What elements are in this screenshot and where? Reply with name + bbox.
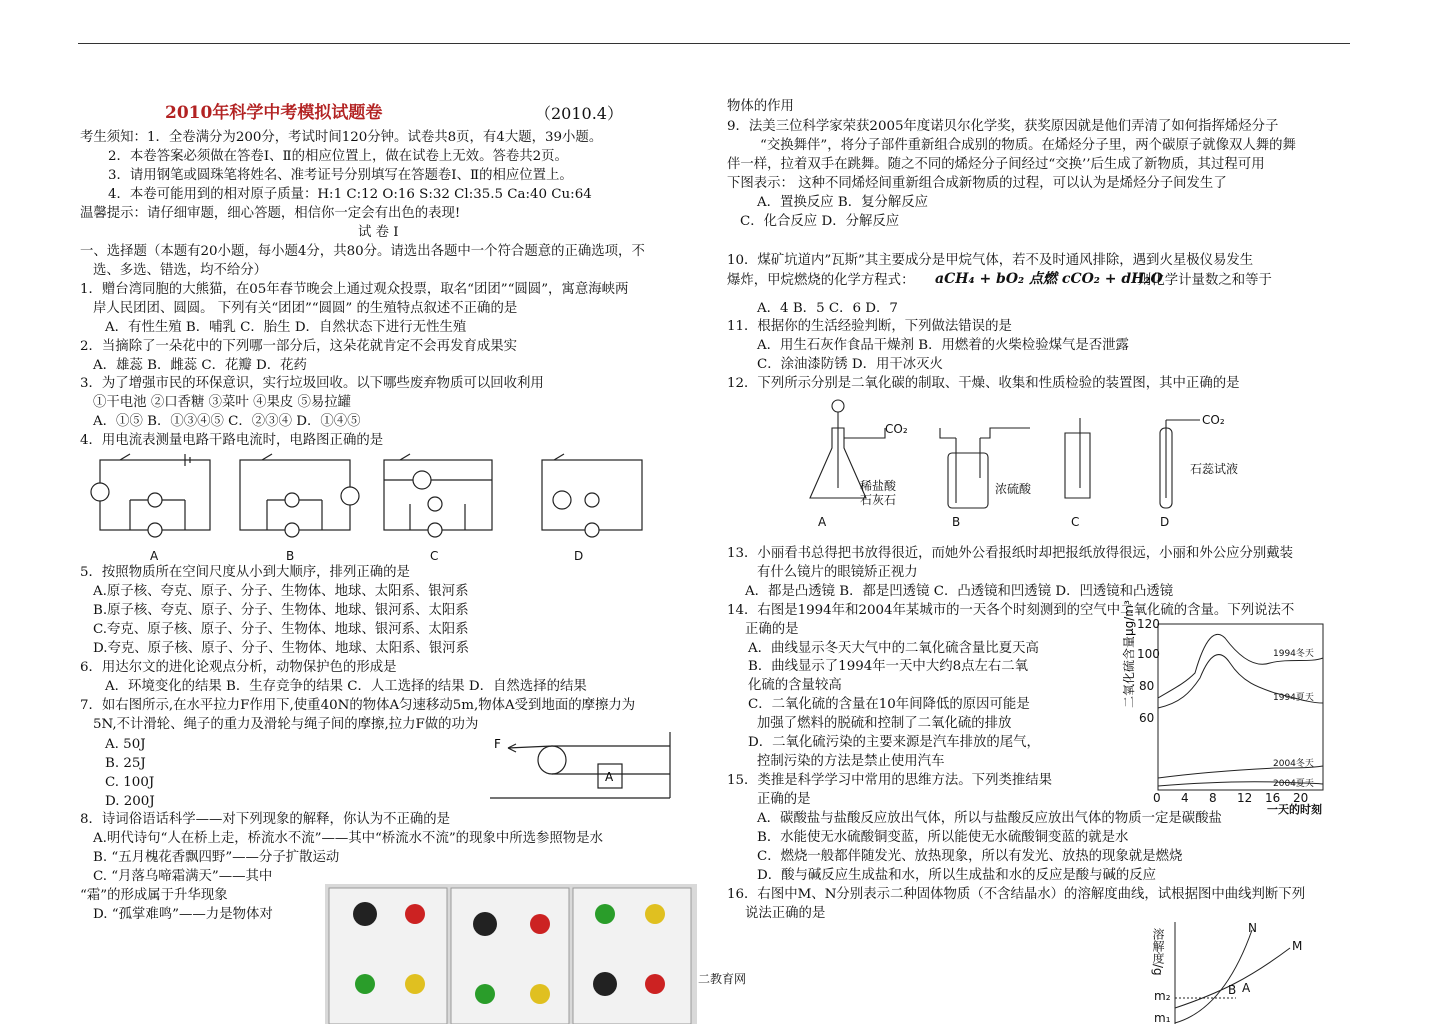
q7-b: B. 25J [105,756,146,771]
so2-legend-2004s: 2004夏天 [1273,779,1314,789]
apparatus-label-a: A [818,515,827,529]
q7: 7．如右图所示,在水平拉力F作用下,使重40N的物体A匀速移动5m,物体A受到地面的摩擦力为 [80,698,636,713]
footer-watermark: 二教育网 [698,972,747,986]
so2-xtick-20: 20 [1293,791,1309,805]
top-rule [78,43,1350,44]
q16-cont: 说法正确的是 [745,906,826,921]
acid-label: 稀盐酸 [860,479,897,493]
note-3: 3．请用钢笔或圆珠笔将姓名、准考证号分别填写在答题卷Ⅰ、Ⅱ的相应位置上。 [108,168,573,183]
q6-options: A．环境变化的结果 B．生存竞争的结果 C．人工选择的结果 D．自然选择的结果 [105,679,587,694]
solubility-ylabel: 溶解度/g [1151,928,1165,976]
q2: 2．当摘除了一朵花中的下列哪一部分后，这朵花就肯定不会再发育成果实 [80,339,518,354]
so2-legend-1994w: 1994冬天 [1273,649,1314,659]
q5-c: C.夸克、原子核、原子、分子、生物体、地球、银河系、太阳系 [93,622,469,637]
q14-c: C．二氧化硫的含量在10年间降低的原因可能是 [748,697,1030,712]
litmus-label: 石蕊试液 [1190,462,1239,476]
so2-xtick-4: 4 [1181,791,1189,805]
q14-b-cont: 化硫的含量较高 [748,678,842,693]
block-label: A [605,770,614,784]
q11-cd: C．涂油漆防锈 D．用干冰灭火 [757,357,943,372]
q8-c: C. “月落乌啼霜满天”——其中 [93,869,273,884]
q7-c: C. 100J [105,775,155,790]
q12: 12．下列所示分别是二氧化碳的制取、干燥、收集和性质检验的装置图，其中正确的是 [727,376,1240,391]
q15-cont: 正确的是 [757,792,811,807]
curve-n-label: N [1248,921,1257,935]
q1-cont: 岸人民团团、圆圆。 下列有关“团团”“圆圆” 的生殖特点叙述不正确的是 [93,301,518,316]
q13: 13．小丽看书总得把书放得很近，而她外公看报纸时却把报纸放得很远，小丽和外公应分别戴装 [727,546,1294,561]
q10-options: A．4 B．5 C．6 D．7 [757,301,898,316]
q15-d: D．酸与碱反应生成盐和水，所以生成盐和水的反应是酸与碱的反应 [757,868,1157,883]
circuit-label-c: C [430,549,439,563]
q2-options: A．雄蕊 B．雌蕊 C．花瓣 D．花药 [93,358,307,373]
so2-chart [1122,600,1340,818]
circuit-diagrams [82,452,642,564]
q14-d-cont: 控制污染的方法是禁止使用汽车 [757,754,945,769]
q8-d-cont: 物体的作用 [727,99,794,114]
methane-equation: aCH₄ + bO₂ 点燃 cCO₂ + dH₂O [935,271,1163,287]
q13-cont: 有什么镜片的眼镜矫正视力 [757,565,918,580]
q3: 3．为了增强市民的环保意识，实行垃圾回收。以下哪些废弃物质可以回收利用 [80,376,544,391]
q14-a: A．曲线显示冬天大气中的二氧化硫含量比夏天高 [748,641,1039,656]
q11-ab: A．用生石灰作食品干燥剂 B．用燃着的火柴检验煤气是否泄露 [757,338,1129,353]
so2-ytick-60: 60 [1139,711,1155,725]
q8-d: D. “孤掌难鸣”——力是物体对 [93,907,273,922]
curve-m-label: M [1292,939,1303,953]
q14-cont: 正确的是 [745,622,799,637]
q7-a: A. 50J [105,737,146,752]
so2-legend-2004w: 2004冬天 [1273,759,1314,769]
point-a-label: A [1242,981,1251,995]
q6: 6．用达尔文的进化论观点分析，动物保护色的形成是 [80,660,397,675]
m1-label: m₁ [1154,1011,1171,1024]
q3-options: A．①⑤ B．①③④⑤ C．②③④ D．①④⑤ [93,414,361,429]
apparatus-label-b: B [952,515,961,529]
circuit-label-d: D [574,549,584,563]
q9-cd: C．化合反应 D．分解反应 [740,214,900,229]
h2so4-label: 浓硫酸 [995,482,1032,496]
q14-d: D．二氧化硫污染的主要来源是汽车排放的尾气， [748,735,1040,750]
m2-label: m₂ [1154,989,1171,1003]
olefin-exchange-image [325,884,697,1024]
so2-xtick-8: 8 [1209,791,1217,805]
q5-b: B.原子核、夸克、原子、分子、生物体、地球、银河系、太阳系 [93,603,469,618]
co2-label-a: CO₂ [885,422,908,436]
q9-cont-2: 伴一样，拉着双手在跳舞。随之不同的烯烃分子间经过“交换’’后生成了新物质，其过程可用 [727,157,1265,172]
q1: 1．赠台湾同胞的大熊猫，在05年春节晚会上通过观众投票，取名“团团”“圆圆”，寓意海峡两 [80,282,629,297]
q16: 16．右图中M、N分别表示二种固体物质（不含结晶水）的溶解度曲线，试根据图中曲线判断下列 [727,887,1306,902]
so2-xtick-12: 12 [1237,791,1253,805]
q9-cont-3: 下图表示： 这种不同烯烃间重新组合成新物质的过程，可以认为是烯烃分子间发生了 [727,176,1227,191]
q3-items: ①干电池 ②口香糖 ③菜叶 ④果皮 ⑤易拉罐 [93,395,352,410]
q10-tail: 则化学计量数之和等于 [1138,273,1272,288]
apparatus-label-d: D [1160,515,1170,529]
circuit-label-a: A [150,549,159,563]
q10-cont: 爆炸，甲烷燃烧的化学方程式： [727,273,915,288]
q7-cont: 5N,不计滑轮、绳子的重力及滑轮与绳子间的摩擦,拉力F做的功为 [93,717,479,732]
so2-ytick-80: 80 [1139,679,1155,693]
so2-ytick-120: 120 [1137,617,1160,631]
q8-c-cont: “霜”的形成属于升华现象 [80,888,228,903]
co2-apparatus-figure [790,398,1250,530]
force-label: F [494,737,501,751]
so2-xtick-16: 16 [1265,791,1281,805]
q8-a: A.明代诗句“人在桥上走，桥流水不流”——其中“桥流水不流”的现象中所选参照物是水 [93,831,603,846]
q13-options: A．都是凸透镜 B．都是凹透镜 C．凸透镜和凹透镜 D．凹透镜和凸透镜 [745,584,1174,599]
q8-b: B. “五月槐花香飘四野”——分子扩散运动 [93,850,340,865]
q9: 9．法美三位科学家荣获2005年度诺贝尔化学奖，获奖原因就是他们弄清了如何指挥烯烃分子 [727,119,1279,134]
tip: 温馨提示：请仔细审题，细心答题，相信你一定会有出色的表现! [80,206,461,221]
q15-a: A．碳酸盐与盐酸反应放出气体，所以与盐酸反应放出气体的物质一定是碳酸盐 [757,811,1222,826]
q7-d: D. 200J [105,794,155,809]
q11: 11．根据你的生活经验判断，下列做法错误的是 [727,319,1012,334]
so2-xlabel: 一天的时刻 [1267,803,1322,816]
q4: 4．用电流表测量电路干路电流时，电路图正确的是 [80,433,384,448]
q9-ab: A．置换反应 B．复分解反应 [757,195,929,210]
so2-ytick-100: 100 [1137,647,1160,661]
q15: 15．类推是科学学习中常用的思维方法。下列类推结果 [727,773,1053,788]
q9-cont-1: “交换舞伴”，将分子部件重新组合成别的物质。在烯烃分子里，两个碳原子就像双人舞的舞 [760,138,1296,153]
pulley-figure [490,730,680,800]
note-4: 4．本卷可能用到的相对原子质量：H:1 C:12 O:16 S:32 Cl:35.5 Ca:40 Cu:64 [108,187,592,202]
q14-c-cont: 加强了燃料的脱硫和控制了二氧化硫的排放 [757,716,1012,731]
section-title: 试 卷 Ⅰ [358,225,399,240]
q14-b: B．曲线显示了1994年一天中大约8点左右二氧 [748,659,1029,674]
so2-legend-1994s: 1994夏天 [1273,693,1314,703]
point-b-label: B [1228,983,1237,997]
q5-d: D.夸克、原子核、原子、分子、生物体、地球、太阳系、银河系 [93,641,470,656]
note-2: 2．本卷答案必须做在答卷Ⅰ、Ⅱ的相应位置上，做在试卷上无效。答卷共2页。 [108,149,568,164]
q5: 5．按照物质所在空间尺度从小到大顺序，排列正确的是 [80,565,410,580]
q15-b: B．水能使无水硫酸铜变蓝，所以能使无水硫酸铜变蓝的就是水 [757,830,1129,845]
page-title: 2010年科学中考模拟试题卷 [165,103,383,123]
q5-a: A.原子核、夸克、原子、分子、生物体、地球、太阳系、银河系 [93,584,469,599]
circuit-label-b: B [286,549,295,563]
stone-label: 石灰石 [860,493,897,507]
section-intro: 一、选择题（本题有20小题，每小题4分，共80分。请选出各题中一个符合题意的正确选项，不 [80,244,645,259]
q10: 10．煤矿坑道内”瓦斯”其主要成分是甲烷气体，若不及时通风排除，遇到火星极仪易发生 [727,253,1254,268]
q1-options: A．有性生殖 B．哺乳 C．胎生 D．自然状态下进行无性生殖 [105,320,467,335]
note-1: 考生须知：1．全卷满分为200分，考试时间120分钟。试卷共8页，有4大题，39小题。 [80,130,603,145]
section-intro-2: 选、多选、错选，均不给分） [93,263,268,278]
solubility-chart [1140,918,1320,1024]
co2-label-d: CO₂ [1202,413,1225,427]
so2-xtick-0: 0 [1153,791,1161,805]
q8: 8．诗词俗语话科学——对下列现象的解释，你认为不正确的是 [80,812,451,827]
so2-ylabel: 二氧化硫含量μg/m³ [1122,600,1136,708]
exam-date: （2010.4） [535,104,623,123]
apparatus-label-c: C [1071,515,1080,529]
q15-c: C．燃烧一般都伴随发光、放热现象，所以有发光、放热的现象就是燃烧 [757,849,1183,864]
q14: 14．右图是1994年和2004年某城市的一天各个时刻测到的空气中二氧化硫的含量。下列说法不 [727,603,1295,618]
